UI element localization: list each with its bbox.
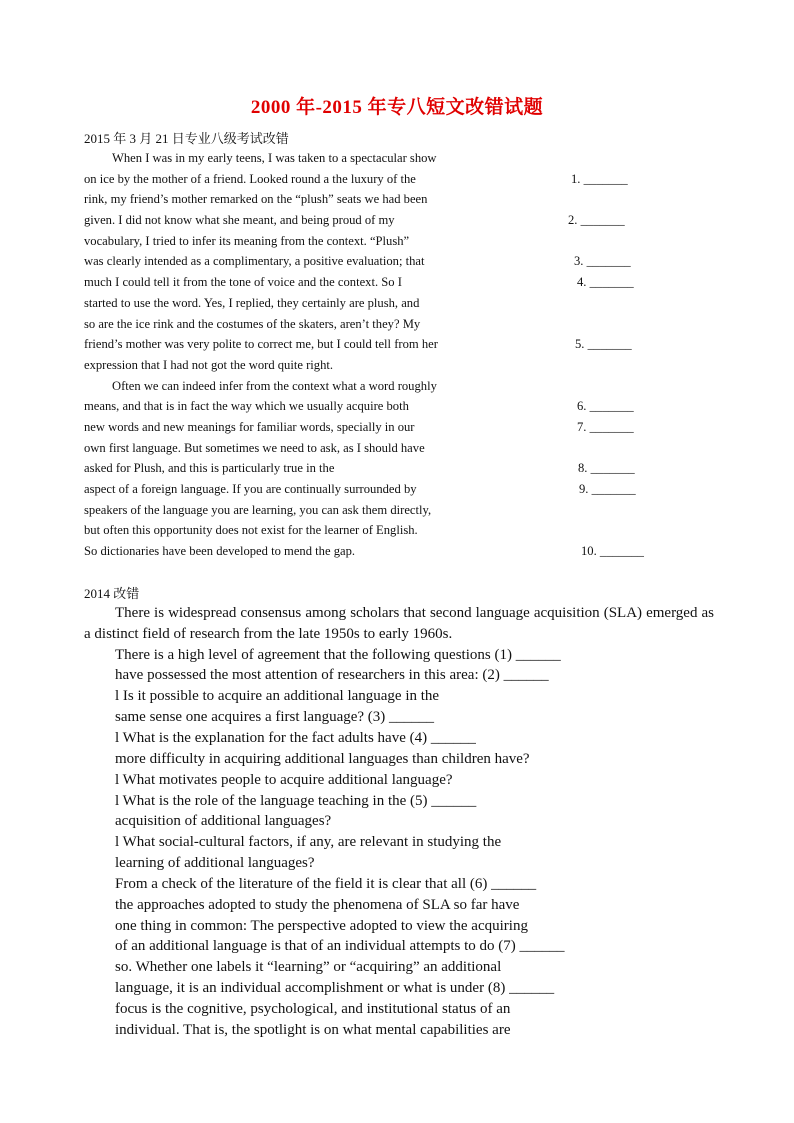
passage-line-text: expression that I had not got the word quite right. xyxy=(84,357,334,372)
section-2014-heading: 2014 改错 xyxy=(84,586,140,601)
answer-blank: 6. _______ xyxy=(577,399,634,414)
passage-line-text: rink, my friend’s mother remarked on the “plush” seats we had been xyxy=(84,192,428,207)
passage-line-text: on ice by the mother of a friend. Looked round a the luxury of the xyxy=(84,171,416,186)
passage-line xyxy=(84,272,724,293)
passage-line xyxy=(84,479,724,500)
passage-line: l What is the explanation for the fact adults have (4) ______ xyxy=(115,729,476,746)
passage-line xyxy=(84,355,724,376)
answer-blank: 2. _______ xyxy=(568,213,625,228)
passage-line-text: When I was in my early teens, I was taken to a spectacular show xyxy=(112,151,437,165)
answer-blank: 1. _______ xyxy=(571,171,628,186)
passage-line-text: given. I did not know what she meant, and being proud of my xyxy=(84,213,395,228)
passage-line xyxy=(84,541,724,562)
passage-line: of an additional language is that of an individual attempts to do (7) ______ xyxy=(115,938,565,955)
passage-line: the approaches adopted to study the phenomena of SLA so far have xyxy=(115,896,520,913)
passage-line xyxy=(84,189,724,210)
passage-line-text: was clearly intended as a complimentary, a positive evaluation; that xyxy=(84,254,425,269)
passage-line: learning of additional languages? xyxy=(115,855,315,872)
passage-line: same sense one acquires a first language? (3) ______ xyxy=(115,709,435,726)
answer-blank: 3. _______ xyxy=(574,254,631,269)
passage-line: focus is the cognitive, psychological, and institutional status of an xyxy=(115,1000,511,1017)
passage-line: l Is it possible to acquire an additional language in the xyxy=(115,688,440,705)
passage-line: There is a high level of agreement that the following questions (1) ______ xyxy=(115,646,561,663)
passage-line xyxy=(84,293,724,314)
passage-line-text: asked for Plush, and this is particularly true in the xyxy=(84,461,335,476)
passage-line-text: so are the ice rink and the costumes of the skaters, aren’t they? My xyxy=(84,316,421,331)
passage-line-text: vocabulary, I tried to infer its meaning from the context. “Plush” xyxy=(84,233,410,248)
passage-2015 xyxy=(84,148,724,562)
passage-line xyxy=(84,376,724,397)
passage-line: more difficulty in acquiring additional languages than children have? xyxy=(115,750,530,767)
passage-line xyxy=(84,417,724,438)
passage-line: have possessed the most attention of researchers in this area: (2) ______ xyxy=(115,667,549,684)
passage-line-text: new words and new meanings for familiar words, specially in our xyxy=(84,419,415,434)
page-title: 2000 年-2015 年专八短文改错试题 xyxy=(250,97,544,118)
passage-line xyxy=(84,210,724,231)
passage-line xyxy=(84,251,724,272)
passage-line-text: started to use the word. Yes, I replied, they certainly are plush, and xyxy=(84,295,420,310)
answer-blank: 8. _______ xyxy=(578,461,635,476)
passage-line-text: much I could tell it from the tone of voice and the context. So I xyxy=(84,275,402,290)
answer-blank: 4. _______ xyxy=(577,275,634,290)
passage-line-text: but often this opportunity does not exist for the learner of English. xyxy=(84,523,418,538)
passage-line-text: aspect of a foreign language. If you are continually surrounded by xyxy=(84,482,417,496)
section-2015-heading: 2015 年 3 月 21 日专业八级考试改错 xyxy=(84,131,289,146)
passage-line: one thing in common: The perspective adopted to view the acquiring xyxy=(115,917,528,934)
passage-line xyxy=(84,396,724,417)
passage-line xyxy=(84,148,724,169)
passage-line: acquisition of additional languages? xyxy=(115,813,332,830)
passage-line xyxy=(84,438,724,459)
passage-line: l What is the role of the language teaching in the (5) ______ xyxy=(115,792,477,809)
passage-line xyxy=(84,520,724,541)
passage-line-text: Often we can indeed infer from the context what a word roughly xyxy=(112,378,437,393)
passage-2014-lines xyxy=(84,645,714,1041)
passage-2014 xyxy=(84,603,714,1041)
passage-line-text: means, and that is in fact the way which we usually acquire both xyxy=(84,399,409,414)
passage-line xyxy=(84,169,724,190)
passage-line xyxy=(84,314,724,335)
passage-line xyxy=(84,458,724,479)
answer-blank: 7. _______ xyxy=(577,419,634,434)
passage-line: l What motivates people to acquire additional language? xyxy=(115,771,453,788)
passage-line: language, it is an individual accomplishment or what is under (8) ______ xyxy=(115,980,555,997)
passage-line-text: own first language. But sometimes we need to ask, as I should have xyxy=(84,440,425,455)
passage-line: individual. That is, the spotlight is on what mental capabilities are xyxy=(115,1021,511,1038)
passage-2014-first-paragraph: There is widespread consensus among scholars that second language acquisition (SLA) emerged as a distinct field of research from the late 1950s to early 1960s. xyxy=(84,605,714,642)
passage-line-text: friend’s mother was very polite to correct me, but I could tell from her xyxy=(84,337,438,352)
passage-line-text: speakers of the language you are learning, you can ask them directly, xyxy=(84,502,432,517)
passage-line: l What social-cultural factors, if any, are relevant in studying the xyxy=(115,834,502,851)
passage-line xyxy=(84,231,724,252)
passage-line: so. Whether one labels it “learning” or “acquiring” an additional xyxy=(115,959,502,976)
answer-blank: 9. _______ xyxy=(579,482,636,496)
passage-line: From a check of the literature of the field it is clear that all (6) ______ xyxy=(115,875,537,892)
answer-blank: 10. _______ xyxy=(581,544,644,559)
answer-blank: 5. _______ xyxy=(575,337,632,352)
passage-line-text: So dictionaries have been developed to mend the gap. xyxy=(84,544,356,559)
passage-line xyxy=(84,334,724,355)
passage-line xyxy=(84,500,724,521)
